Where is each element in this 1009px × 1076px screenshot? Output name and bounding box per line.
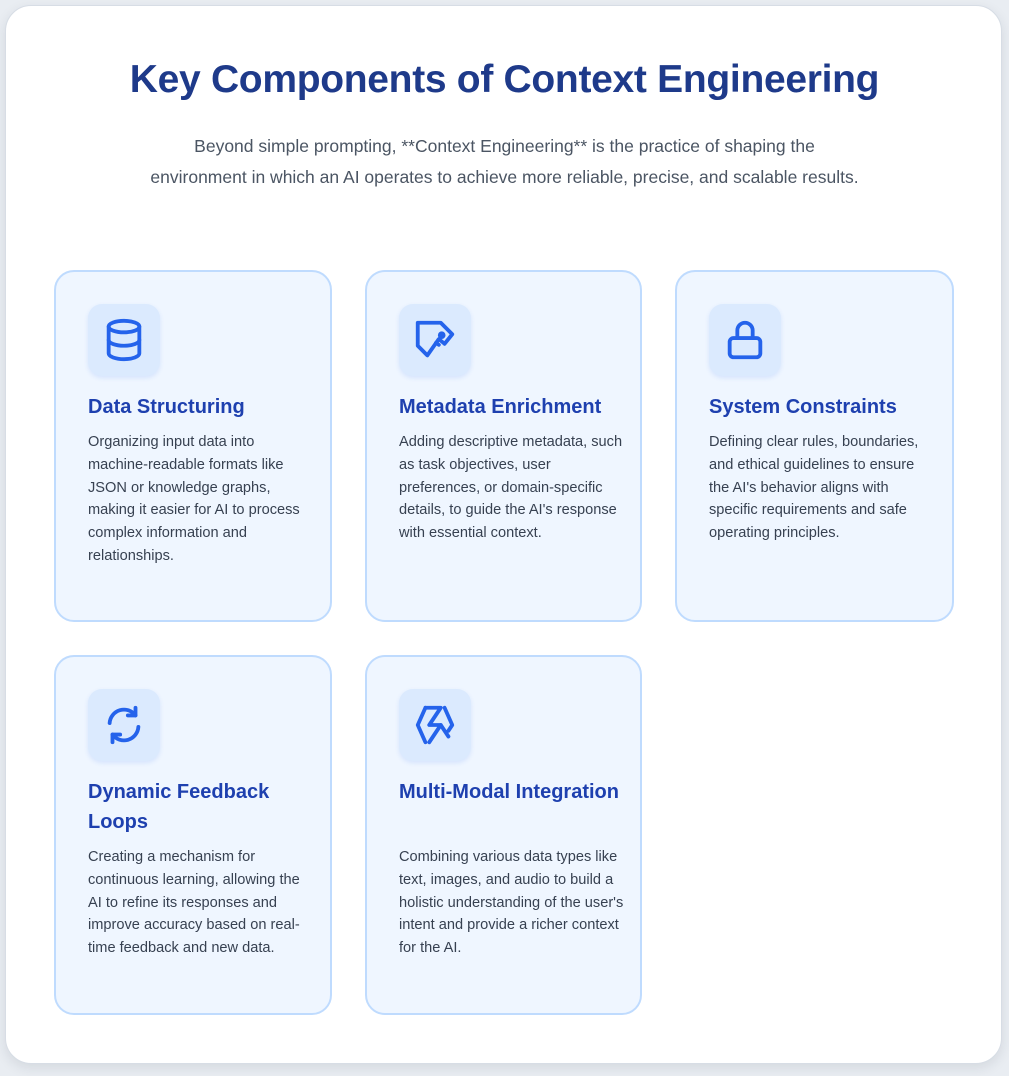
lock-icon (709, 304, 781, 376)
card-data-structuring (54, 270, 332, 622)
card-title: Multi-Modal Integration (399, 781, 619, 803)
card-title: Data Structuring (88, 396, 245, 418)
refresh-icon (88, 689, 160, 761)
card-system-constraints (675, 270, 954, 622)
card-description: Organizing input data into machine-readable formats like JSON or knowledge graphs, making it easier for AI to process complex information and relationships. (88, 434, 300, 564)
page-subtitle: Beyond simple prompting, **Context Engineering** is the practice of shaping the environment in which an AI operates to achieve more reliable, precise, and scalable results. (150, 136, 859, 187)
card-dynamic-feedback-loops (54, 655, 332, 1015)
card-multi-modal-integration (365, 655, 642, 1015)
card-title: System Constraints (709, 396, 897, 418)
integration-icon (399, 689, 471, 761)
database-icon (88, 304, 160, 376)
card-description: Adding descriptive metadata, such as task objectives, user preferences, or domain-specific details, to guide the AI's response with essential context. (399, 434, 623, 542)
card-title: Dynamic Feedback Loops (88, 781, 270, 833)
card-metadata-enrichment (365, 270, 642, 622)
card-description: Creating a mechanism for continuous learning, allowing the AI to refine its responses and improve accuracy based on real-time feedback and new data. (88, 849, 300, 957)
tag-icon (399, 304, 471, 376)
page-title: Key Components of Context Engineering (129, 58, 880, 101)
card-title: Metadata Enrichment (399, 396, 602, 418)
card-description: Defining clear rules, boundaries, and ethical guidelines to ensure the AI's behavior aligns with specific requirements and safe operating principles. (709, 434, 919, 542)
card-description: Combining various data types like text, images, and audio to build a holistic understanding of the user's intent and provide a richer context for the AI. (399, 849, 624, 957)
